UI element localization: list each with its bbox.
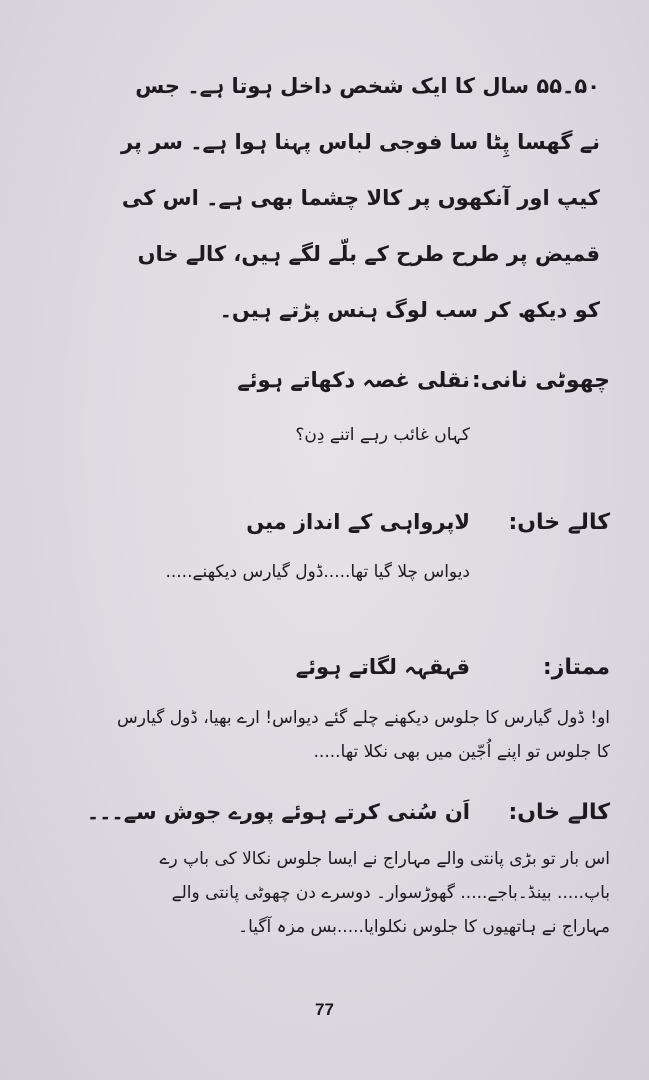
speaker-name: ممتاز: <box>542 655 610 680</box>
dialogue-line: مہاراج نے ہاتھیوں کا جلوس نکلوایا.....بس مزہ آگیا۔ <box>238 917 610 937</box>
dialogue-line: اس بار تو بڑی پانتی والے مہاراج نے ایسا جلوس نکالا کی باپ رے <box>159 849 610 869</box>
speaker-name: کالے خاں: <box>508 800 610 825</box>
dialogue-text <box>40 701 610 769</box>
intro-line: قمیض پر طرح طرح کے بلّے لگے ہیں، کالے خاں <box>137 242 600 266</box>
intro-line: ۵۰۔۵۵ سال کا ایک شخص داخل ہوتا ہے۔ جس <box>135 74 600 98</box>
dialogue-line: کہاں غائب رہے اتنے دِن؟ <box>295 425 470 445</box>
intro-line: کو دیکھ کر سب لوگ ہنس پڑتے ہیں۔ <box>219 298 600 322</box>
dialogue-text <box>40 418 610 452</box>
speaker-direction: لاپرواہی کے انداز میں <box>246 510 470 534</box>
intro-line: کیپ اور آنکھوں پر کالا چشما بھی ہے۔ اس کی <box>121 186 600 210</box>
speaker-direction: اَن سُنی کرتے ہوئے پورے جوش سے۔۔۔ <box>86 800 470 824</box>
speaker-direction: نقلی غصہ دکھاتے ہوئے <box>237 368 470 392</box>
stage-direction-intro <box>50 58 600 338</box>
dialogue-line: دیواس چلا گیا تھا.....ڈول گیارس دیکھنے..... <box>165 562 470 582</box>
dialogue-text <box>40 842 610 944</box>
dialogue-text <box>40 555 610 589</box>
page-number: 77 <box>315 1000 334 1019</box>
speaker-direction: قہقہہ لگاتے ہوئے <box>295 655 470 679</box>
dialogue-line: کا جلوس تو اپنے اُجّین میں بھی نکلا تھا..... <box>313 742 610 762</box>
speaker-name: چھوٹی نانی: <box>471 368 610 393</box>
intro-line: نے گھسا پِٹا سا فوجی لباس پہنا ہوا ہے۔ سر پر <box>120 130 600 154</box>
speaker-name: کالے خاں: <box>508 510 610 535</box>
dialogue-line: او! ڈول گیارس کا جلوس دیکھنے چلے گئے دیواس! ارے بھیا، ڈول گیارس <box>116 708 610 728</box>
dialogue-line: باپ..... بینڈ۔باجے..... گھوڑسوار۔ دوسرے دن چھوٹی پانتی والے <box>171 883 610 903</box>
